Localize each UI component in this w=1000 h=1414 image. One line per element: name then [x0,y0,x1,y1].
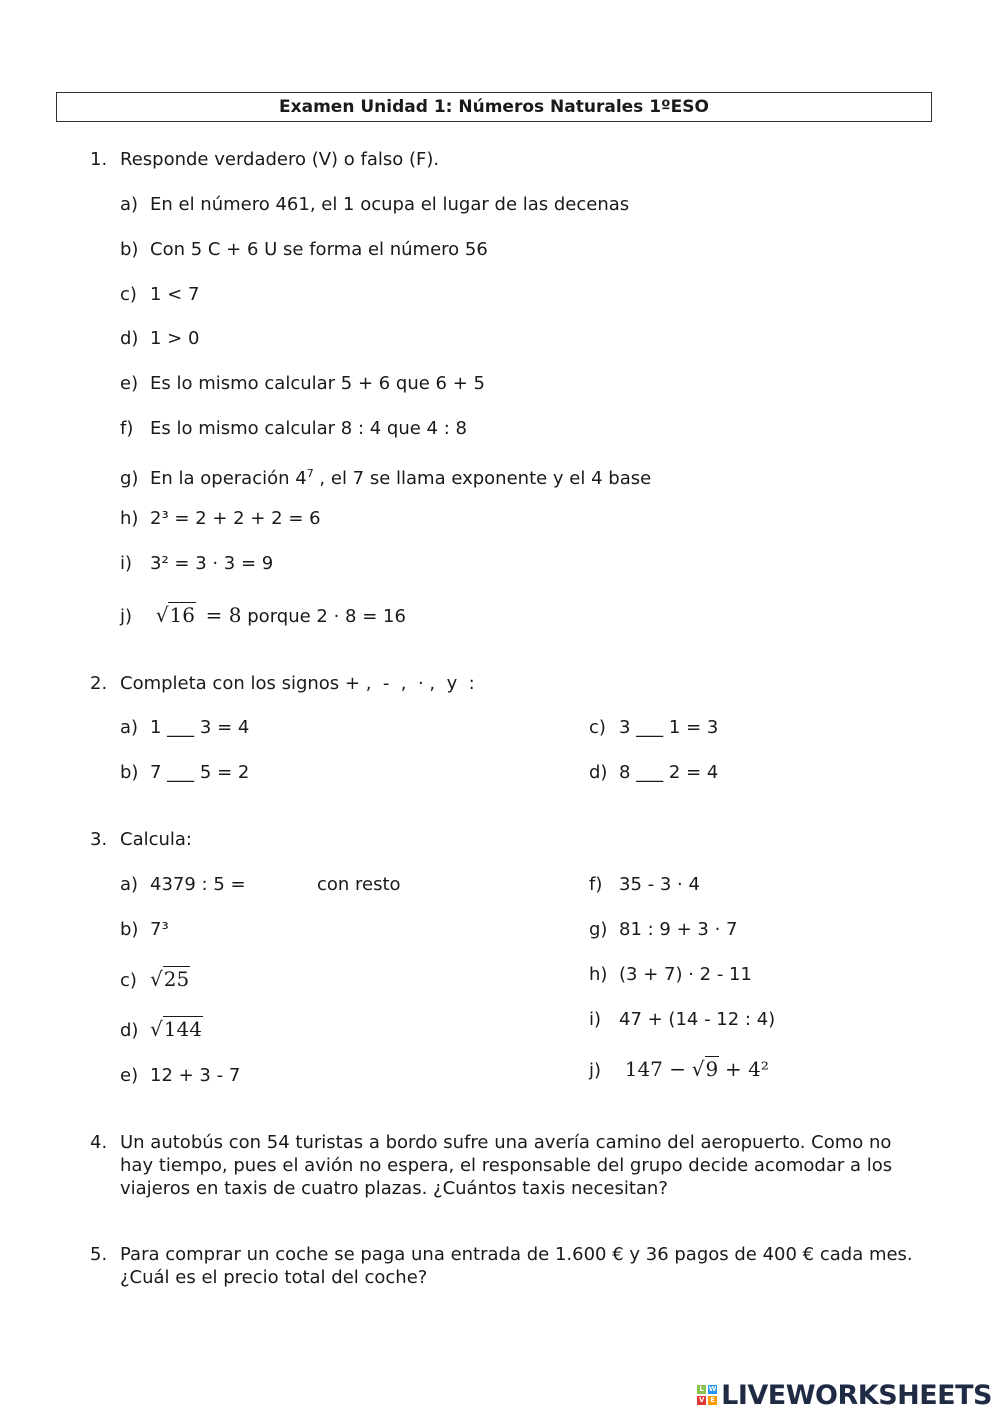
list-item [120,194,629,216]
exam-title: Examen Unidad 1: Números Naturales 1ºESO [56,92,932,122]
logo-grid-cell: L [697,1385,706,1394]
item-label: f) [589,874,603,895]
question-3 [90,829,192,851]
item-label: c) [589,717,606,738]
list-item [589,964,752,986]
question-text: Un autobús con 54 turistas a bordo sufre una avería camino del aeropuerto. Como no hay tiempo, pues el avión no espera, el responsable del grupo decide acomodar a los viajeros en taxis de cuatro plazas. ¿Cuántos taxis necesitan? [120,1132,893,1199]
question-prompt: Responde verdadero (V) o falso (F). [120,149,440,170]
item-text: , el 7 se llama exponente y el 4 base [313,468,652,489]
logo-grid-icon [697,1385,717,1405]
item-text: 3 ___ 1 = 3 [619,717,719,738]
list-item [589,1058,769,1082]
question-4 [90,1131,920,1200]
item-text: 8 ___ 2 = 4 [619,762,719,783]
list-item [120,239,488,261]
square-root [156,604,196,628]
logo-grid-cell: W [708,1385,717,1393]
item-text: 1 < 7 [150,284,200,305]
item-label: g) [120,468,139,489]
item-text: 12 + 3 - 7 [150,1065,241,1086]
list-item [120,968,190,992]
item-label: j) [589,1060,602,1081]
item-label: d) [120,1020,139,1041]
list-item [120,604,406,628]
item-text: 35 - 3 · 4 [619,874,700,895]
item-label: h) [120,508,139,529]
item-label: i) [120,553,133,574]
item-label: b) [120,919,139,940]
item-label: b) [120,239,139,260]
square-root [150,968,190,992]
list-item [120,418,467,440]
list-item [120,463,651,490]
item-label: e) [120,373,139,394]
list-item [120,373,485,395]
question-2 [90,673,475,695]
item-text: porque 2 · 8 = 16 [247,606,406,627]
item-text: 47 + (14 - 12 : 4) [619,1009,776,1030]
square-root [692,1058,719,1082]
list-item [120,1065,240,1087]
item-label: e) [120,1065,139,1086]
item-text: + 4² [724,1057,769,1081]
item-label: d) [589,762,608,783]
item-label: a) [120,717,139,738]
item-text: En la operación 4 [150,468,307,489]
liveworksheets-logo [697,1380,992,1410]
question-number: 1. [90,149,108,170]
radical-sign-icon: √ [155,603,169,627]
item-text: Con 5 C + 6 U se forma el número 56 [150,239,488,260]
list-item [120,874,401,896]
item-label: i) [589,1009,602,1030]
item-text: 7 ___ 5 = 2 [150,762,250,783]
question-number: 2. [90,673,108,694]
list-item [589,717,718,739]
item-text: 3² = 3 · 3 = 9 [150,553,274,574]
list-item [120,717,249,739]
item-text: Es lo mismo calcular 8 : 4 que 4 : 8 [150,418,467,439]
item-label: c) [120,970,137,991]
list-item [120,508,321,530]
list-item [120,1018,203,1042]
list-item [120,919,169,941]
item-label: a) [120,194,139,215]
item-text: 1 ___ 3 = 4 [150,717,250,738]
question-5 [90,1243,920,1289]
radicand: 9 [705,1057,719,1081]
item-text: En el número 461, el 1 ocupa el lugar de las decenas [150,194,630,215]
question-text: Para comprar un coche se paga una entrada de 1.600 € y 36 pagos de 400 € cada mes. ¿Cuál es el precio total del coche? [120,1244,913,1288]
question-prompt: Calcula: [120,829,192,850]
list-item [589,1009,775,1031]
item-text: (3 + 7) · 2 - 11 [619,964,752,985]
question-1 [90,149,439,171]
item-extra: con resto [317,874,401,895]
list-item [120,762,249,784]
list-item [120,553,273,575]
list-item [589,874,700,896]
item-label: c) [120,284,137,305]
item-text: 7³ [150,919,169,940]
list-item [120,328,199,350]
list-item [120,284,199,306]
item-text: Es lo mismo calcular 5 + 6 que 6 + 5 [150,373,485,394]
logo-text: LIVEWORKSHEETS [721,1379,992,1411]
item-label: b) [120,762,139,783]
list-item [589,919,737,941]
equation-rhs: = 8 [205,603,242,627]
radicand: 144 [163,1017,202,1041]
item-label: a) [120,874,139,895]
item-label: j) [120,606,133,627]
logo-grid-cell: V [698,1396,705,1404]
item-label: h) [589,964,608,985]
question-number: 5. [90,1244,108,1265]
question-prompt: Completa con los signos + , - , · , y : [120,673,475,694]
item-text: 1 > 0 [150,328,200,349]
logo-grid-cell: E [708,1396,717,1405]
square-root [150,1018,203,1042]
radicand: 16 [169,603,195,627]
item-text: 2³ = 2 + 2 + 2 = 6 [150,508,321,529]
radicand: 25 [163,967,190,991]
radical-sign-icon: √ [150,1017,163,1041]
list-item [589,762,718,784]
exponent: 7 [306,467,314,480]
item-label: d) [120,328,139,349]
radical-sign-icon: √ [691,1057,705,1081]
question-number: 4. [90,1132,108,1153]
item-text: 4379 : 5 = [150,874,246,895]
question-number: 3. [90,829,108,850]
radical-sign-icon: √ [150,967,163,991]
item-text: 147 − [624,1057,687,1081]
item-label: f) [120,418,134,439]
item-label: g) [589,919,608,940]
item-text: 81 : 9 + 3 · 7 [619,919,738,940]
